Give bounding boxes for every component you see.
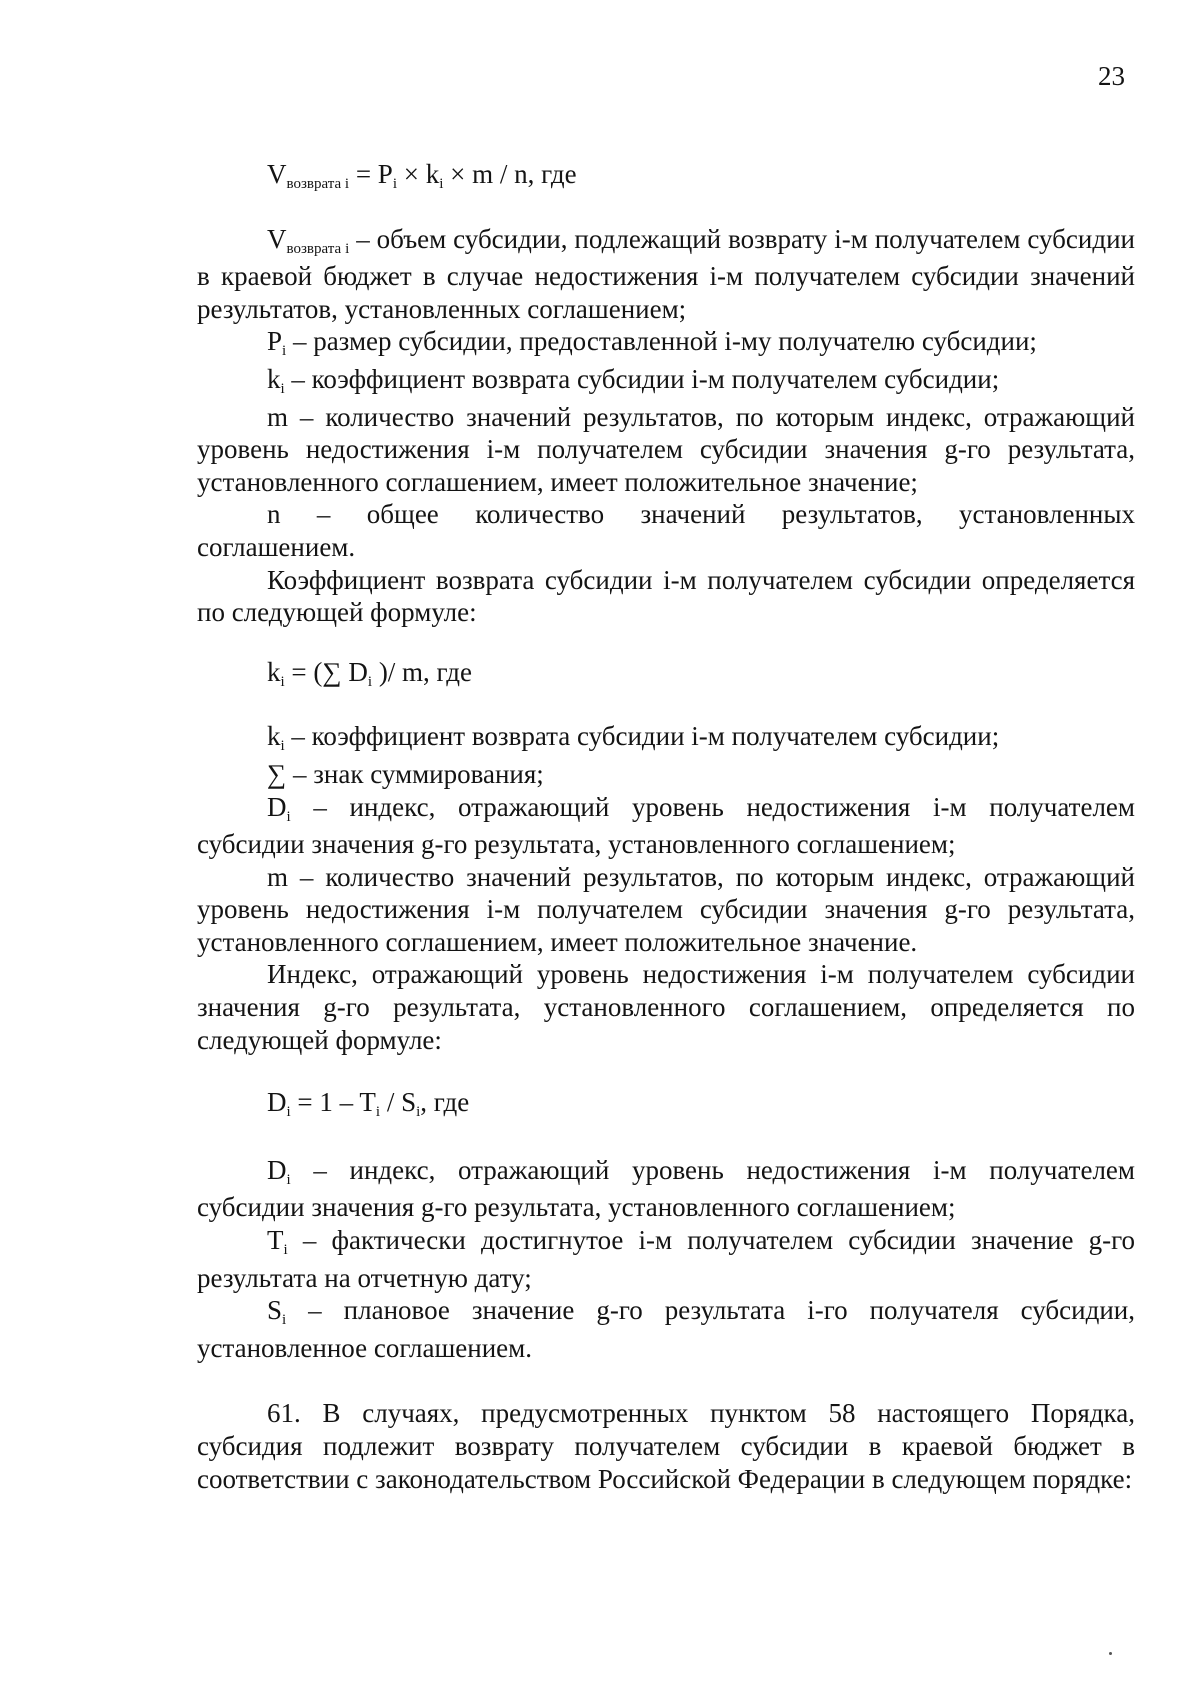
document-body	[197, 158, 1135, 1495]
page-number: 23	[1098, 61, 1125, 91]
definition-sum: ∑ – знак суммирования;	[267, 758, 544, 789]
definition-n: n – общее количество значений результатов, установленных	[267, 499, 1135, 530]
formula-volume-return: $V_{возврата i} = P_i \times k_i \times m / n$, где	[267, 159, 577, 192]
definition-d-2: $D_i$ – индекс, отражающий уровень недостижения i-м получателем субсидии значения g-го результата, установленного соглашением;	[197, 1154, 1135, 1223]
coefficient-intro: Коэффициент возврата субсидии i-м получателем субсидии определяется по следующей формуле:	[197, 564, 1135, 628]
index-intro: Индекс, отражающий уровень недостижения i-м получателем субсидии значения g-го результата, установленного соглашением, определяется по следующей формуле:	[197, 959, 1135, 1055]
definition-k: $k_i$ – коэффициент возврата субсидии i-м получателем субсидии;	[267, 363, 1000, 397]
formula-index: $D_i = 1 - T_i / S_i$, где	[267, 1087, 470, 1121]
definition-v-return: $V_{возврата i}$ – объем субсидии, подлежащий возврату i-м получателем субсидии в краевой бюджет в случае недостижения i-м получателем субсидии значений результатов, установленных соглашением;	[197, 223, 1135, 324]
definition-m-2: m – количество значений результатов, по которым индекс, отражающий уровень недостижения i-м получателем субсидии значения g-го результата, установленного соглашением, имеет положительное значение.	[197, 861, 1135, 957]
definition-d: $D_i$ – индекс, отражающий уровень недостижения i-м получателем субсидии значения g-го результата, установленного соглашением;	[197, 791, 1135, 860]
scan-dot	[1109, 1652, 1112, 1655]
definition-s: $S_i$ – плановое значение g-го результата i-го получателя субсидии, установленное соглашением.	[197, 1295, 1135, 1363]
definition-m: m – количество значений результатов, по которым индекс, отражающий уровень недостижения i-м получателем субсидии значения g-го результата, установленного соглашением, имеет положительное значение;	[197, 401, 1135, 497]
section-61: 61. В случаях, предусмотренных пунктом 58 настоящего Порядка, субсидия подлежит возврату получателем субсидии в краевой бюджет в соответствии с законодательством Российской Федерации в следующем порядке:	[197, 1398, 1135, 1494]
definition-p: $P_i$ – размер субсидии, предоставленной i-му получателю субсидии;	[267, 326, 1037, 360]
definition-k-2: $k_i$ – коэффициент возврата субсидии i-м получателем субсидии;	[267, 721, 1000, 755]
definition-t: $T_i$ – фактически достигнутое i-м получателем субсидии значение g-го результата на отчетную дату;	[197, 1225, 1135, 1293]
definition-n-cont: соглашением.	[197, 531, 356, 562]
formula-coefficient: $k_i$ = (∑ $D_i$ )/ m, где	[267, 656, 473, 690]
